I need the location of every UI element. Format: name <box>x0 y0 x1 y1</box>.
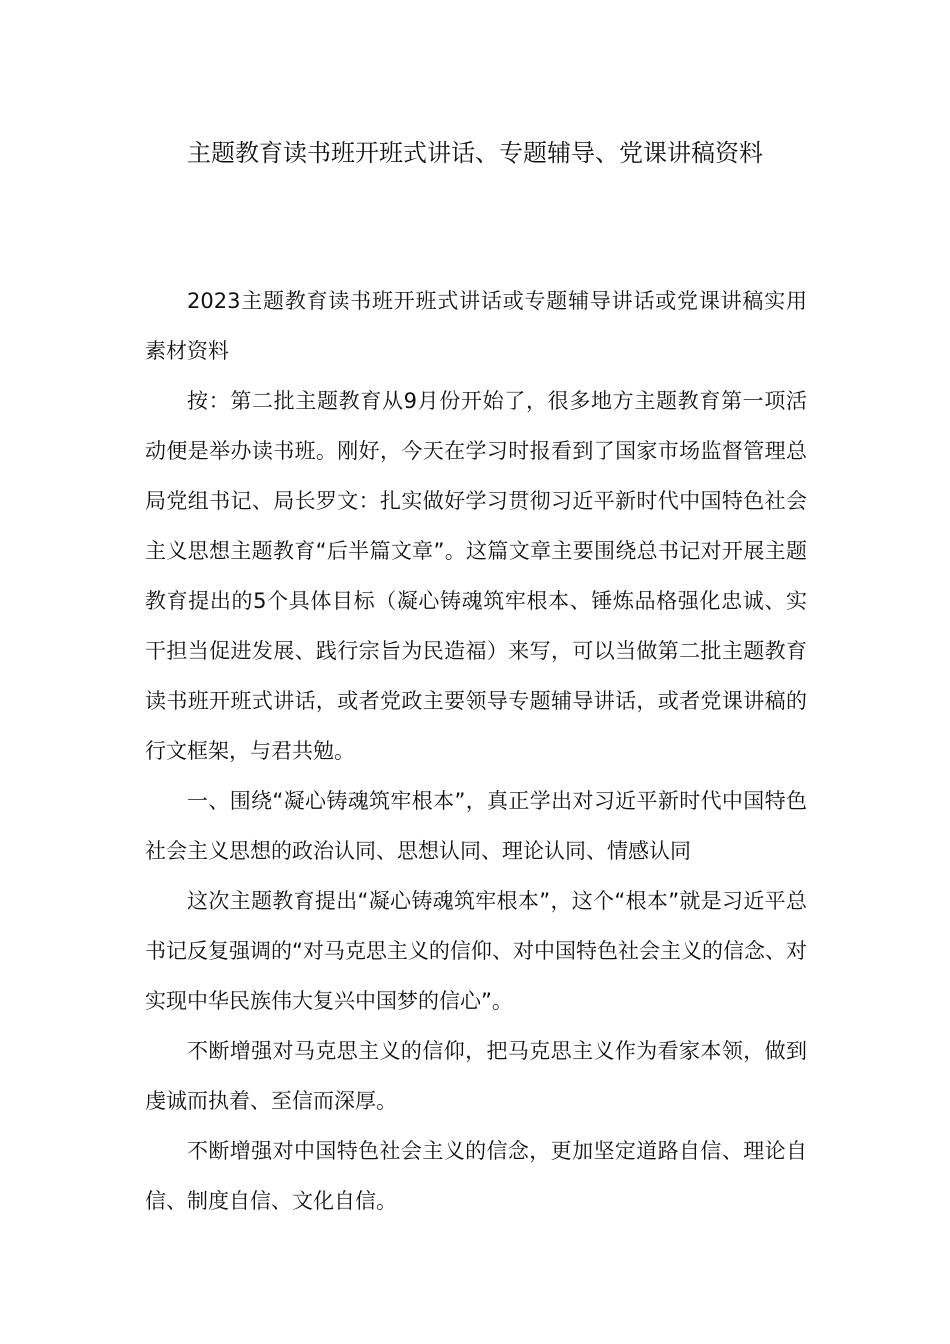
paragraph-marxism-belief: 不断增强对马克思主义的信仰，把马克思主义作为看家本领，做到虔诚而执着、至信而深厚。 <box>145 1039 807 1113</box>
paragraph-editor-note: 按：第二批主题教育从9月份开始了，很多地方主题教育第一项活动便是举办读书班。刚好，今天在学习时报看到了国家市场监督管理总局党组书记、局长罗文：扎实做好学习贯彻习近平新时代中国特色社会主义思想主题教育“后半篇文章”。这篇文章主要围绕总书记对开展主题教育提出的5个具体目标（凝心铸魂筑牢根本、锤炼品格强化忠诚、实干担当促进发展、践行宗旨为民造福）来写，可以当做第二批主题教育读书班开班式讲话，或者党政主要领导专题辅导讲话，或者党课讲稿的行文框架，与君共勉。 <box>145 389 807 763</box>
document-title: 主题教育读书班开班式讲话、专题辅导、党课讲稿资料 <box>187 139 763 167</box>
paragraph-section-one-heading: 一、围绕“凝心铸魂筑牢根本”，真正学出对习近平新时代中国特色社会主义思想的政治认同、思想认同、理论认同、情感认同 <box>145 789 807 863</box>
paragraph-intro-heading: 2023主题教育读书班开班式讲话或专题辅导讲话或党课讲稿实用素材资料 <box>145 289 807 363</box>
paragraph-root-explanation: 这次主题教育提出“凝心铸魂筑牢根本”，这个“根本”就是习近平总书记反复强调的“对马克思主义的信仰、对中国特色社会主义的信念、对实现中华民族伟大复兴中国梦的信心”。 <box>145 889 807 1013</box>
document-body <box>145 276 807 1226</box>
paragraph-socialism-conviction: 不断增强对中国特色社会主义的信念，更加坚定道路自信、理论自信、制度自信、文化自信。 <box>145 1139 807 1213</box>
